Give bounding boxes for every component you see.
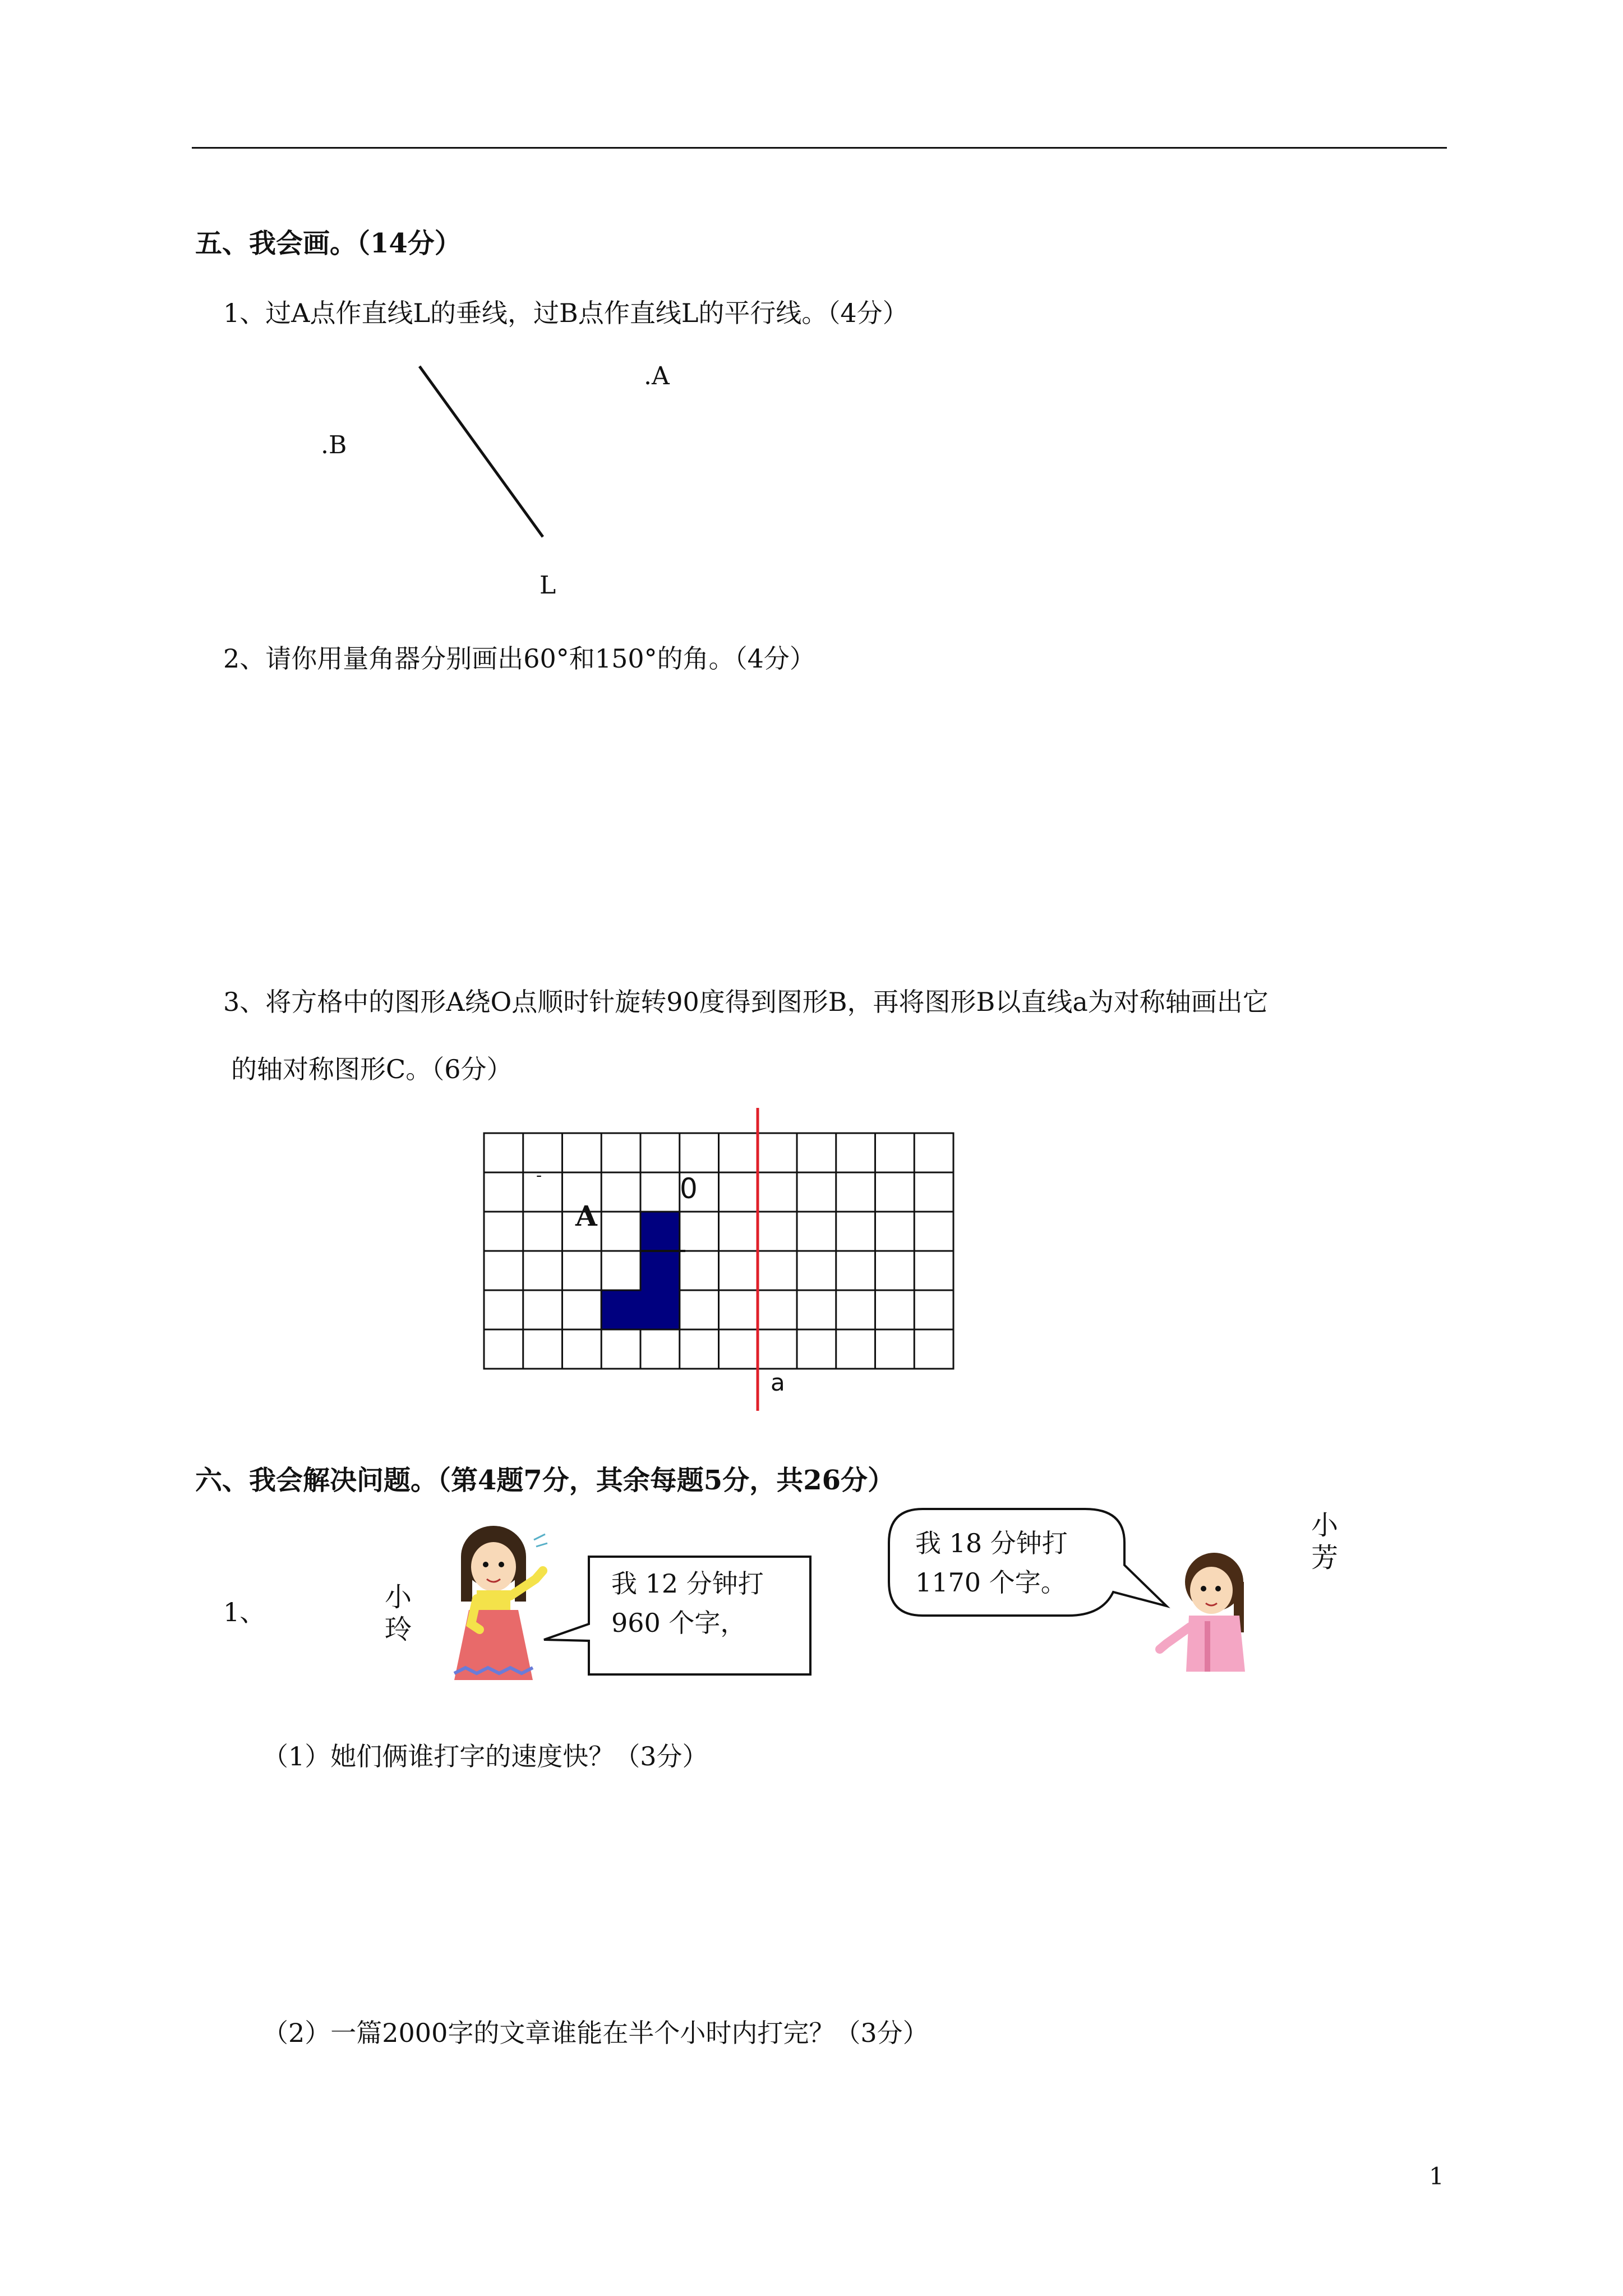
girl1-speech: 我 12 分钟打 960 个字， xyxy=(611,1568,764,1638)
point-a-label: .A xyxy=(644,362,670,390)
point-b-label: .B xyxy=(321,431,347,459)
q1-number: 1、 xyxy=(223,1597,266,1627)
section-5-title: 五、我会画。（14分） xyxy=(195,228,462,259)
label-a: A xyxy=(575,1199,597,1232)
section-6-title: 六、我会解决问题。（第4题7分，其余每题5分，共26分） xyxy=(195,1465,895,1496)
girl2-speech: 我 18 分钟打 1170 个字。 xyxy=(915,1528,1068,1598)
q1-figure xyxy=(0,0,1623,617)
label-o: 0 xyxy=(680,1172,698,1205)
line-l xyxy=(419,366,543,537)
q2-text: 2、请你用量角器分别画出60°和150°的角。（4分） xyxy=(223,643,815,674)
grid-figure xyxy=(482,1108,965,1411)
girl1-name: 小玲 xyxy=(384,1581,412,1645)
girl1-illustration xyxy=(437,1517,550,1686)
line-l-label: L xyxy=(540,571,556,600)
girl2-name: 小芳 xyxy=(1311,1510,1338,1573)
small-mark: - xyxy=(536,1166,542,1185)
sub-question-1: （1）她们俩谁打字的速度快？（3分） xyxy=(262,1741,708,1772)
grid-lines xyxy=(484,1133,953,1369)
q3-line-1: 3、将方格中的图形A绕O点顺时针旋转90度得到图形B，再将图形B以直线a为对称轴画出它 xyxy=(223,987,1269,1017)
label-axis-a: a xyxy=(771,1369,785,1396)
shape-a xyxy=(601,1212,680,1329)
girl2-illustration xyxy=(1155,1548,1267,1683)
page-number: 1 xyxy=(1429,2162,1444,2190)
q3-line-2: 的轴对称图形C。（6分） xyxy=(231,1054,513,1084)
q1-text: 1、过A点作直线L的垂线，过B点作直线L的平行线。（4分） xyxy=(223,298,909,328)
sub-question-2: （2）一篇2000字的文章谁能在半个小时内打完？（3分） xyxy=(262,2018,929,2048)
